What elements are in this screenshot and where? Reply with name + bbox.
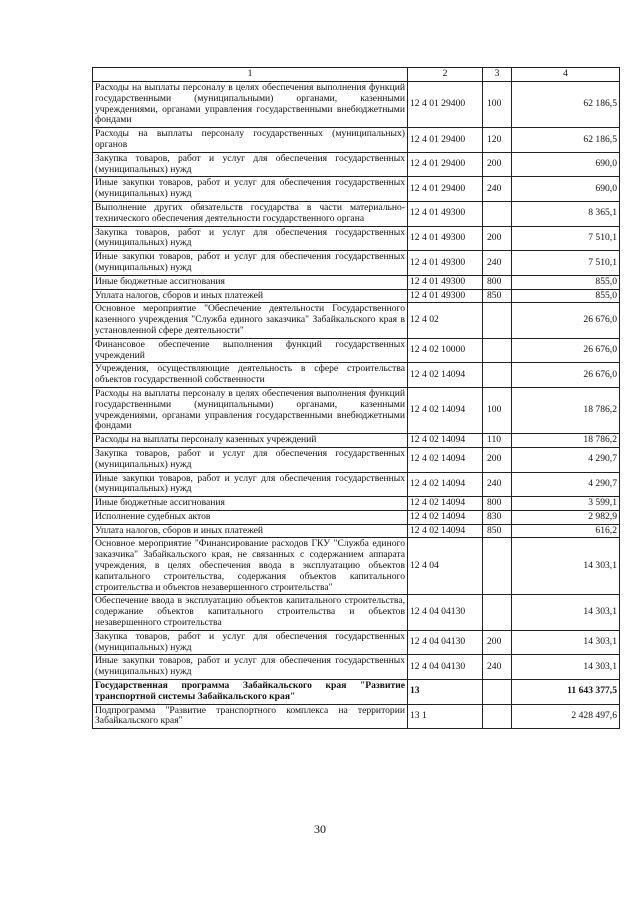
row-code-cell: 13 [408, 680, 483, 705]
table-row [93, 303, 620, 338]
table-row [93, 152, 620, 177]
budget-table [92, 67, 620, 729]
table-row [93, 82, 620, 128]
row-sum-cell: 690,0 [512, 177, 620, 202]
table-row [93, 630, 620, 655]
row-type-cell [483, 680, 512, 705]
row-type-cell [483, 538, 512, 595]
table-row [93, 128, 620, 153]
row-sum-cell: 14 303,1 [512, 538, 620, 595]
row-name-cell: Расходы на выплаты персоналу государственных (муниципальных) органов [93, 128, 408, 153]
row-code-cell: 12 4 04 [408, 538, 483, 595]
row-type-cell: 830 [483, 510, 512, 524]
row-type-cell [483, 704, 512, 729]
row-sum-cell: 62 186,5 [512, 82, 620, 128]
table-row [93, 538, 620, 595]
table-row [93, 275, 620, 289]
row-sum-cell: 14 303,1 [512, 630, 620, 655]
row-sum-cell: 11 643 377,5 [512, 680, 620, 705]
row-name-cell: Обеспечение ввода в эксплуатацию объектов капитального строительства, содержание объектов капитального строительства и объектов незавершенного строительства [93, 595, 408, 630]
table-row [93, 655, 620, 680]
row-name-cell: Выполнение других обязательств государства в части материально-технического обеспечения деятельности государственного органа [93, 201, 408, 226]
table-row [93, 201, 620, 226]
row-code-cell: 12 4 01 49300 [408, 226, 483, 251]
row-code-cell: 12 4 01 29400 [408, 152, 483, 177]
row-name-cell: Учреждения, осуществляющие деятельность в сфере строительства объектов государственной собственности [93, 363, 408, 388]
row-type-cell: 110 [483, 434, 512, 448]
row-name-cell: Уплата налогов, сборов и иных платежей [93, 289, 408, 303]
row-name-cell: Закупка товаров, работ и услуг для обеспечения государственных (муниципальных) нужд [93, 226, 408, 251]
row-code-cell: 12 4 02 [408, 303, 483, 338]
row-type-cell: 200 [483, 447, 512, 472]
row-type-cell: 240 [483, 655, 512, 680]
row-name-cell: Расходы на выплаты персоналу в целях обеспечения выполнения функций государственными (муниципальными) органами, казенными учреждениями, органами управления государственными внебюджетными фондами [93, 387, 408, 433]
table-row [93, 472, 620, 497]
table-row [93, 434, 620, 448]
row-sum-cell: 62 186,5 [512, 128, 620, 153]
row-name-cell: Основное мероприятие "Обеспечение деятельности Государственного казенного учреждения "Служба единого заказчика" Забайкальского края в установленной сфере деятельности" [93, 303, 408, 338]
row-name-cell: Государственная программа Забайкальского края "Развитие транспортной системы Забайкальского края" [93, 680, 408, 705]
row-code-cell: 12 4 02 14094 [408, 447, 483, 472]
row-code-cell: 12 4 02 10000 [408, 338, 483, 363]
table-row [93, 251, 620, 276]
row-type-cell: 240 [483, 177, 512, 202]
row-type-cell: 240 [483, 251, 512, 276]
row-sum-cell: 2 428 497,6 [512, 704, 620, 729]
row-type-cell: 800 [483, 497, 512, 511]
row-name-cell: Расходы на выплаты персоналу в целях обеспечения выполнения функций государственными (муниципальными) органами, казенными учреждениями, органами управления государственными внебюджетными фондами [93, 82, 408, 128]
row-name-cell: Финансовое обеспечение выполнения функций государственных учреждений [93, 338, 408, 363]
row-code-cell: 12 4 02 14094 [408, 387, 483, 433]
row-code-cell: 12 4 02 14094 [408, 497, 483, 511]
row-type-cell [483, 338, 512, 363]
row-code-cell: 12 4 04 04130 [408, 595, 483, 630]
row-sum-cell: 616,2 [512, 524, 620, 538]
row-type-cell [483, 303, 512, 338]
row-name-cell: Иные закупки товаров, работ и услуг для обеспечения государственных (муниципальных) нужд [93, 251, 408, 276]
row-sum-cell: 26 676,0 [512, 363, 620, 388]
row-sum-cell: 690,0 [512, 152, 620, 177]
row-type-cell: 200 [483, 630, 512, 655]
row-code-cell: 12 4 01 49300 [408, 201, 483, 226]
row-code-cell: 12 4 01 49300 [408, 275, 483, 289]
table-row [93, 289, 620, 303]
table-row [93, 177, 620, 202]
row-type-cell [483, 201, 512, 226]
row-sum-cell: 14 303,1 [512, 655, 620, 680]
row-type-cell [483, 363, 512, 388]
table-row [93, 497, 620, 511]
row-sum-cell: 7 510,1 [512, 251, 620, 276]
table-row [93, 338, 620, 363]
header-row [93, 68, 620, 82]
row-type-cell: 200 [483, 152, 512, 177]
table-row [93, 447, 620, 472]
table-row [93, 524, 620, 538]
row-code-cell: 12 4 01 49300 [408, 251, 483, 276]
row-code-cell: 12 4 02 14094 [408, 363, 483, 388]
table-row [93, 680, 620, 705]
table-row [93, 595, 620, 630]
row-type-cell: 850 [483, 524, 512, 538]
row-code-cell: 12 4 02 14094 [408, 434, 483, 448]
row-name-cell: Основное мероприятие "Финансирование расходов ГКУ "Служба единого заказчика" Забайкальского края, не связанных с содержанием аппарата учреждения, в целях обеспечения ввода в эксплуатацию объектов капитального строительства, содержания объектов капитального строительства и объектов незавершенного строительства" [93, 538, 408, 595]
row-name-cell: Иные закупки товаров, работ и услуг для обеспечения государственных (муниципальных) нужд [93, 472, 408, 497]
row-name-cell: Расходы на выплаты персоналу казенных учреждений [93, 434, 408, 448]
header-cell: 3 [483, 68, 512, 82]
row-sum-cell: 18 786,2 [512, 434, 620, 448]
row-name-cell: Закупка товаров, работ и услуг для обеспечения государственных (муниципальных) нужд [93, 447, 408, 472]
row-code-cell: 12 4 02 14094 [408, 472, 483, 497]
table-row [93, 226, 620, 251]
row-type-cell: 800 [483, 275, 512, 289]
row-sum-cell: 4 290,7 [512, 472, 620, 497]
row-sum-cell: 14 303,1 [512, 595, 620, 630]
row-name-cell: Иные бюджетные ассигнования [93, 275, 408, 289]
row-name-cell: Уплата налогов, сборов и иных платежей [93, 524, 408, 538]
row-sum-cell: 26 676,0 [512, 303, 620, 338]
row-sum-cell: 18 786,2 [512, 387, 620, 433]
table-row [93, 704, 620, 729]
row-name-cell: Закупка товаров, работ и услуг для обеспечения государственных (муниципальных) нужд [93, 630, 408, 655]
header-cell: 4 [512, 68, 620, 82]
row-code-cell: 13 1 [408, 704, 483, 729]
row-sum-cell: 3 599,1 [512, 497, 620, 511]
table-body [93, 82, 620, 729]
row-code-cell: 12 4 01 29400 [408, 128, 483, 153]
table-row [93, 387, 620, 433]
row-sum-cell: 8 365,1 [512, 201, 620, 226]
row-code-cell: 12 4 02 14094 [408, 510, 483, 524]
row-sum-cell: 855,0 [512, 275, 620, 289]
row-type-cell: 120 [483, 128, 512, 153]
row-code-cell: 12 4 04 04130 [408, 630, 483, 655]
table-row [93, 363, 620, 388]
row-type-cell [483, 595, 512, 630]
row-name-cell: Иные закупки товаров, работ и услуг для обеспечения государственных (муниципальных) нужд [93, 177, 408, 202]
row-type-cell: 850 [483, 289, 512, 303]
row-type-cell: 200 [483, 226, 512, 251]
row-code-cell: 12 4 02 14094 [408, 524, 483, 538]
row-sum-cell: 4 290,7 [512, 447, 620, 472]
row-code-cell: 12 4 01 49300 [408, 289, 483, 303]
header-cell: 2 [408, 68, 483, 82]
row-sum-cell: 26 676,0 [512, 338, 620, 363]
row-code-cell: 12 4 04 04130 [408, 655, 483, 680]
row-sum-cell: 855,0 [512, 289, 620, 303]
row-code-cell: 12 4 01 29400 [408, 177, 483, 202]
table-row [93, 510, 620, 524]
row-sum-cell: 7 510,1 [512, 226, 620, 251]
row-name-cell: Иные бюджетные ассигнования [93, 497, 408, 511]
row-name-cell: Закупка товаров, работ и услуг для обеспечения государственных (муниципальных) нужд [93, 152, 408, 177]
row-name-cell: Исполнение судебных актов [93, 510, 408, 524]
row-name-cell: Иные закупки товаров, работ и услуг для обеспечения государственных (муниципальных) нужд [93, 655, 408, 680]
row-name-cell: Подпрограмма "Развитие транспортного комплекса на территории Забайкальского края" [93, 704, 408, 729]
page-number: 30 [314, 822, 326, 836]
row-code-cell: 12 4 01 29400 [408, 82, 483, 128]
row-type-cell: 100 [483, 82, 512, 128]
row-type-cell: 100 [483, 387, 512, 433]
header-cell: 1 [93, 68, 408, 82]
row-sum-cell: 2 982,9 [512, 510, 620, 524]
row-type-cell: 240 [483, 472, 512, 497]
